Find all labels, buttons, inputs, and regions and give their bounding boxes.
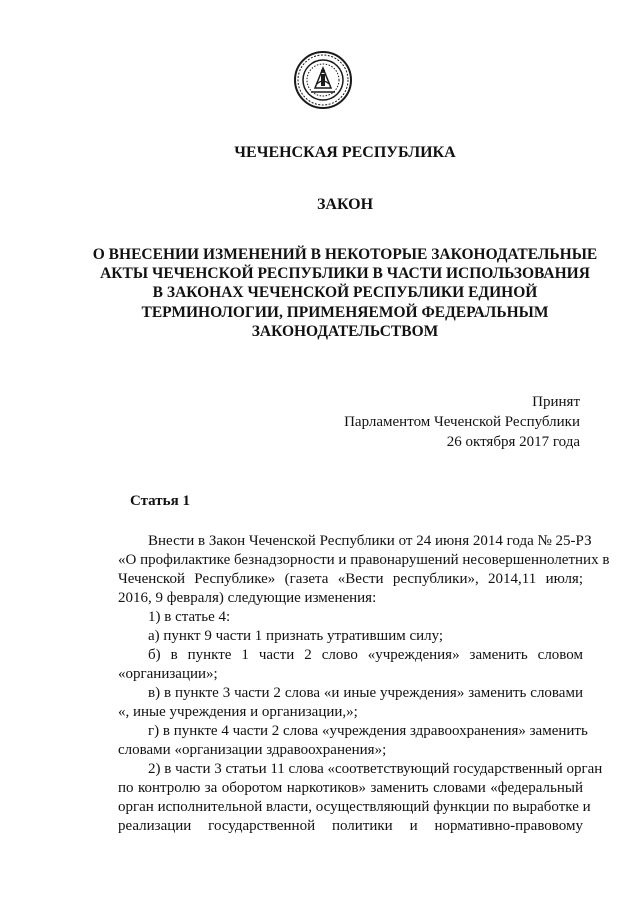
body-line: 2016, 9 февраля) следующие изменения:	[118, 590, 377, 606]
adoption-line: Парламентом Чеченской Республики	[344, 414, 580, 430]
body-line: по контролю за оборотом наркотиков» заменить словами «федеральный	[118, 780, 583, 796]
body-line: а) пункт 9 части 1 признать утратившим силу;	[148, 628, 444, 644]
adoption-line: Принят	[532, 394, 580, 410]
article-body	[118, 532, 610, 836]
body-line: «, иные учреждения и организации,»;	[118, 704, 358, 720]
adoption-date: 26 октября 2017 года	[446, 434, 580, 450]
body-line: 2) в части 3 статьи 11 слова «соответствующий государственный орган	[148, 761, 603, 777]
coat-of-arms-emblem	[293, 50, 353, 110]
body-line: словами «организации здравоохранения»;	[118, 742, 387, 758]
title-line: В ЗАКОНАХ ЧЕЧЕНСКОЙ РЕСПУБЛИКИ ЕДИНОЙ	[152, 284, 538, 302]
body-line: реализации государственной политики и нормативно-правовому	[118, 818, 583, 834]
title-line: О ВНЕСЕНИИ ИЗМЕНЕНИЙ В НЕКОТОРЫЕ ЗАКОНОДАТЕЛЬНЫЕ	[92, 246, 598, 263]
document-type: ЗАКОН	[316, 196, 374, 213]
title-line: ЗАКОНОДАТЕЛЬСТВОМ	[251, 322, 439, 340]
body-line: в) в пункте 3 части 2 слова «и иные учреждения» заменить словами	[148, 685, 583, 701]
body-line: Чеченской Республике» (газета «Вести республики», 2014,11 июля;	[118, 571, 583, 587]
article-heading: Статья 1	[130, 493, 190, 509]
title-line: АКТЫ ЧЕЧЕНСКОЙ РЕСПУБЛИКИ В ЧАСТИ ИСПОЛЬЗОВАНИЯ	[100, 265, 590, 283]
body-line: б) в пункте 1 части 2 слово «учреждения» заменить словом	[148, 647, 583, 663]
body-line: 1) в статье 4:	[148, 609, 231, 625]
body-line: г) в пункте 4 части 2 слова «учреждения здравоохранения» заменить	[148, 723, 588, 739]
body-line: «О профилактике безнадзорности и правонарушений несовершеннолетних в	[118, 552, 610, 568]
adoption-block	[344, 392, 580, 452]
body-line: орган исполнительной власти, осуществляющий функции по выработке и	[118, 799, 591, 815]
law-title	[80, 245, 610, 341]
republic-name: ЧЕЧЕНСКАЯ РЕСПУБЛИКА	[234, 144, 456, 161]
body-line: «организации»;	[118, 666, 218, 682]
body-line: Внести в Закон Чеченской Республики от 24 июня 2014 года № 25-РЗ	[148, 533, 592, 549]
title-line: ТЕРМИНОЛОГИИ, ПРИМЕНЯЕМОЙ ФЕДЕРАЛЬНЫМ	[141, 303, 549, 321]
